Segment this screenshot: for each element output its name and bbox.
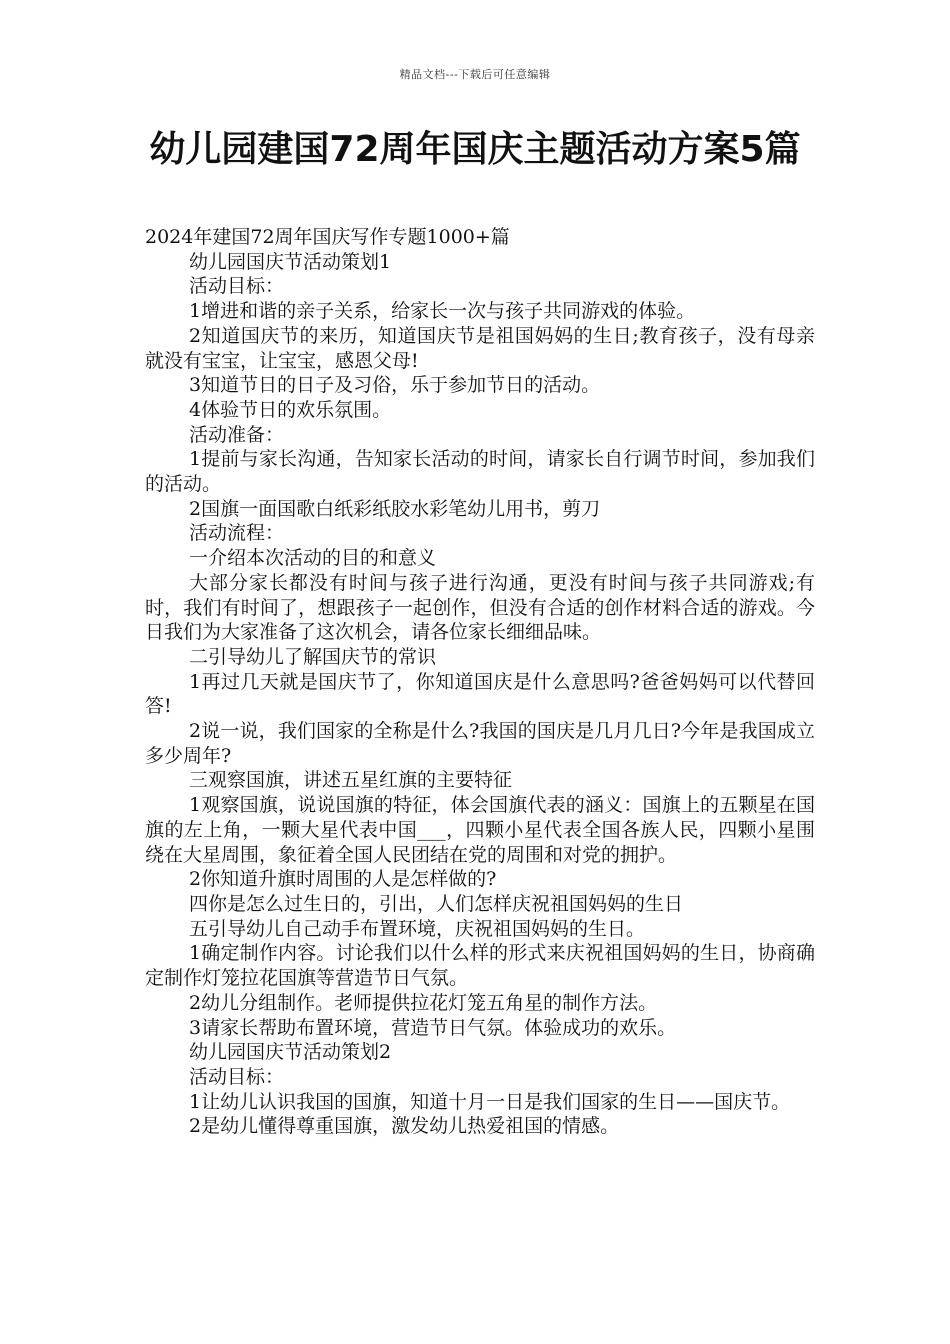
body-paragraph: 1增进和谐的亲子关系，给家长一次与孩子共同游戏的体验。: [189, 300, 696, 323]
body-paragraph: 2幼儿分组制作。老师提供拉花灯笼五角星的制作方法。: [189, 991, 658, 1014]
document-body: [145, 225, 815, 1139]
body-paragraph: 2国旗一面国歌白纸彩纸胶水彩笔幼儿用书，剪刀: [189, 497, 601, 520]
body-paragraph: 1确定制作内容。讨论我们以什么样的形式来庆祝祖国妈妈的生日，协商确定制作灯笼拉花国旗等营造节日气氛。: [145, 942, 815, 990]
body-paragraph: 2你知道升旗时周围的人是怎样做的?: [189, 868, 497, 891]
body-paragraph: 4体验节日的欢乐氛围。: [189, 398, 392, 421]
body-paragraph: 1再过几天就是国庆节了，你知道国庆是什么意思吗?爸爸妈妈可以代替回答!: [145, 670, 815, 718]
body-paragraph: 1观察国旗，说说国旗的特征，体会国旗代表的涵义：国旗上的五颗星在国旗的左上角，一颗大星代表中国___，四颗小星代表全国各族人民，四颗小星围绕在大星周围，象征着全国人民团结在党的周围和对党的拥护。: [145, 794, 815, 866]
body-paragraph: 五引导幼儿自己动手布置环境，庆祝祖国妈妈的生日。: [189, 917, 646, 940]
body-paragraph: 1提前与家长沟通，告知家长活动的时间，请家长自行调节时间，参加我们的活动。: [145, 448, 815, 496]
body-paragraph: 1让幼儿认识我国的国旗，知道十月一日是我们国家的生日——国庆节。: [189, 1090, 791, 1113]
document-title: 幼儿园建国72周年国庆主题活动方案5篇: [149, 129, 801, 170]
body-paragraph: 四你是怎么过生日的，引出，人们怎样庆祝祖国妈妈的生日: [189, 892, 684, 915]
body-paragraph: 大部分家长都没有时间与孩子进行沟通，更没有时间与孩子共同游戏;有时，我们有时间了，想跟孩子一起创作，但没有合适的创作材料合适的游戏。今日我们为大家准备了这次机会，请各位家长细细品味。: [145, 571, 815, 644]
body-paragraph: 活动目标：: [189, 275, 285, 298]
body-paragraph: 一介绍本次活动的目的和意义: [189, 547, 437, 570]
body-paragraph: 2知道国庆节的来历，知道国庆节是祖国妈妈的生日;教育孩子，没有母亲就没有宝宝，让宝宝，感恩父母!: [145, 324, 815, 372]
body-paragraph: 3请家长帮助布置环境，营造节日气氛。体验成功的欢乐。: [189, 1016, 677, 1039]
body-paragraph: 2是幼儿懂得尊重国旗，激发幼儿热爱祖国的情感。: [189, 1115, 620, 1138]
body-paragraph: 2024年建国72周年国庆写作专题1000+篇: [145, 226, 510, 248]
body-paragraph: 3知道节日的日子及习俗，乐于参加节日的活动。: [189, 374, 601, 397]
body-paragraph: 幼儿园国庆节活动策划2: [189, 1041, 392, 1064]
body-paragraph: 活动流程：: [189, 522, 285, 545]
body-paragraph: 活动目标：: [189, 1065, 285, 1088]
body-paragraph: 三观察国旗，讲述五星红旗的主要特征: [189, 769, 513, 792]
body-paragraph: 2说一说，我们国家的全称是什么?我国的国庆是几月几日?今年是我国成立多少周年?: [145, 720, 815, 767]
page-header-note: 精品文档---下载后可任意编辑: [399, 68, 551, 81]
body-paragraph: 活动准备：: [189, 423, 285, 446]
body-paragraph: 幼儿园国庆节活动策划1: [189, 250, 392, 273]
body-paragraph: 二引导幼儿了解国庆节的常识: [189, 645, 437, 668]
